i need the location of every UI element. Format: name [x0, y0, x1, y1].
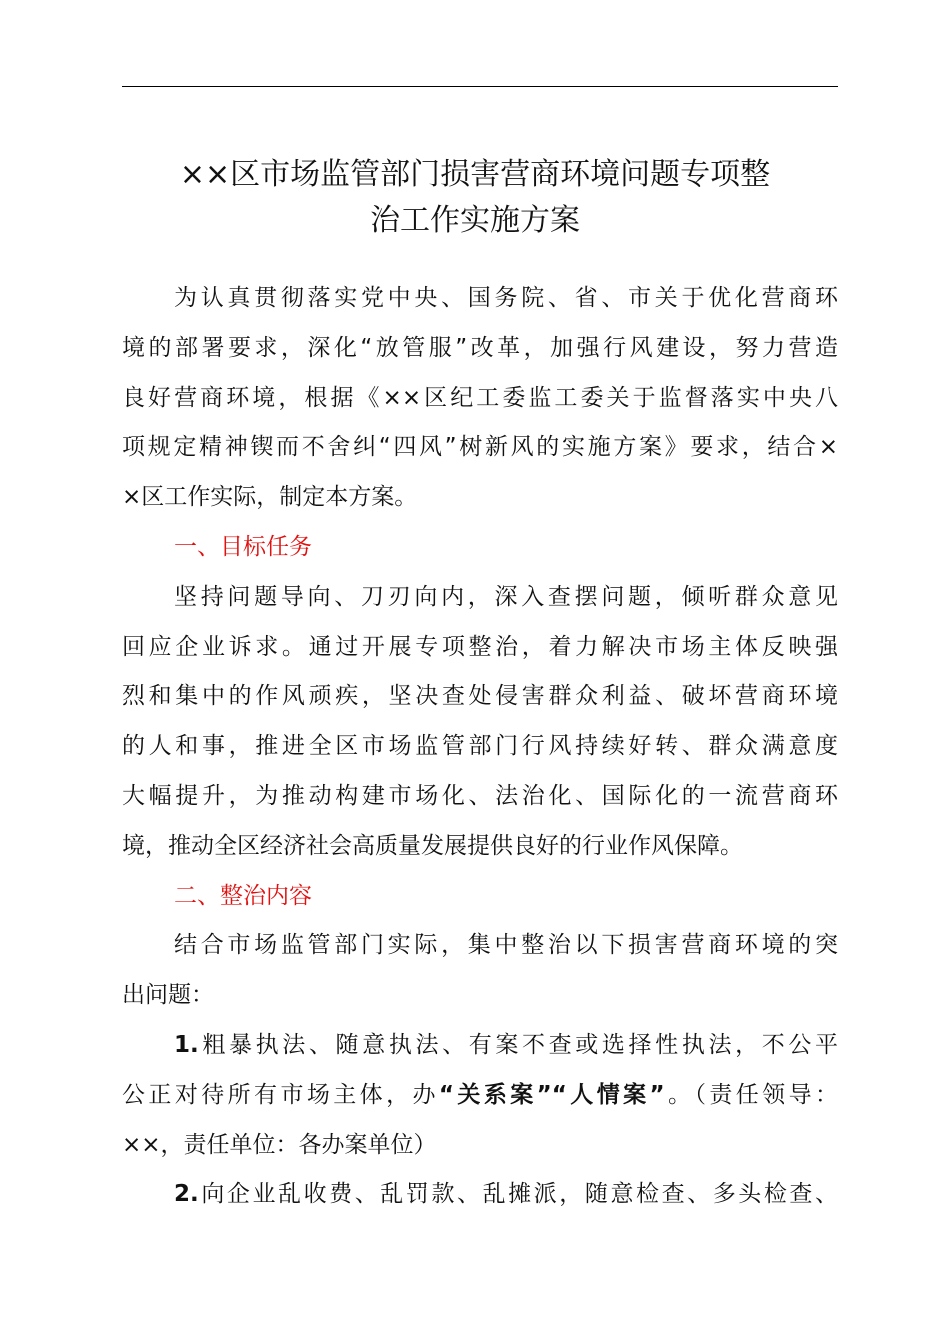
header-rule [122, 86, 838, 87]
section1-line-1: 坚持问题导向、刀刃向内，深入查摆问题，倾听群众意见 [174, 583, 838, 610]
item1-line-1 [122, 1021, 838, 1071]
intro-line-2: 境的部署要求，深化“放管服”改革，加强行风建设，努力营造 [122, 334, 838, 361]
item2-line-1 [122, 1170, 838, 1220]
item1-line-2-pre: 公正对待所有市场主体，办 [122, 1081, 439, 1108]
section1-line-2: 回应企业诉求。通过开展专项整治，着力解决市场主体反映强 [122, 633, 838, 660]
item1-number: 1. [174, 1031, 199, 1058]
section1-line-3: 烈和集中的作风顽疾，坚决查处侵害群众利益、破坏营商环境 [122, 683, 838, 710]
section1-line-4: 的人和事，推进全区市场监管部门行风持续好转、群众满意度 [122, 733, 838, 760]
section-heading-goals: 一、目标任务 [174, 533, 312, 560]
document-body [122, 274, 838, 1220]
item1-line-2 [122, 1071, 838, 1121]
title-line-1: ××区市场监管部门损害营商环境问题专项整 [179, 157, 771, 192]
section1-line-6: 境，推动全区经济社会高质量发展提供良好的行业作风保障。 [122, 832, 743, 859]
section2-line-1: 结合市场监管部门实际，集中整治以下损害营商环境的突 [174, 932, 838, 959]
intro-line-1: 为认真贯彻落实党中央、国务院、省、市关于优化营商环 [174, 285, 838, 311]
item1-line-2-bold: “关系案”“人情案” [438, 1081, 665, 1108]
intro-line-4: 项规定精神锲而不舍纠“四风”树新风的实施方案》要求，结合× [122, 434, 838, 461]
title-line-2: 治工作实施方案 [370, 203, 580, 238]
section1-line-5: 大幅提升，为推动构建市场化、法治化、国际化的一流营商环 [122, 782, 838, 809]
document-title [100, 152, 850, 244]
item1-line-3: ××，责任单位：各办案单位） [122, 1131, 437, 1158]
item1-line-1-text: 粗暴执法、随意执法、有案不查或选择性执法，不公平 [198, 1031, 838, 1058]
section-heading-content: 二、整治内容 [174, 882, 312, 909]
item2-line-1-text: 向企业乱收费、乱罚款、乱摊派，随意检查、多头检查、 [198, 1181, 838, 1208]
item1-line-2-post: 。（责任领导： [664, 1081, 839, 1108]
item2-number: 2. [174, 1181, 199, 1208]
intro-line-3: 良好营商环境，根据《××区纪工委监工委关于监督落实中央八 [122, 384, 838, 411]
section2-line-2: 出问题： [122, 982, 214, 1009]
intro-line-5: ×区工作实际，制定本方案。 [122, 484, 418, 511]
